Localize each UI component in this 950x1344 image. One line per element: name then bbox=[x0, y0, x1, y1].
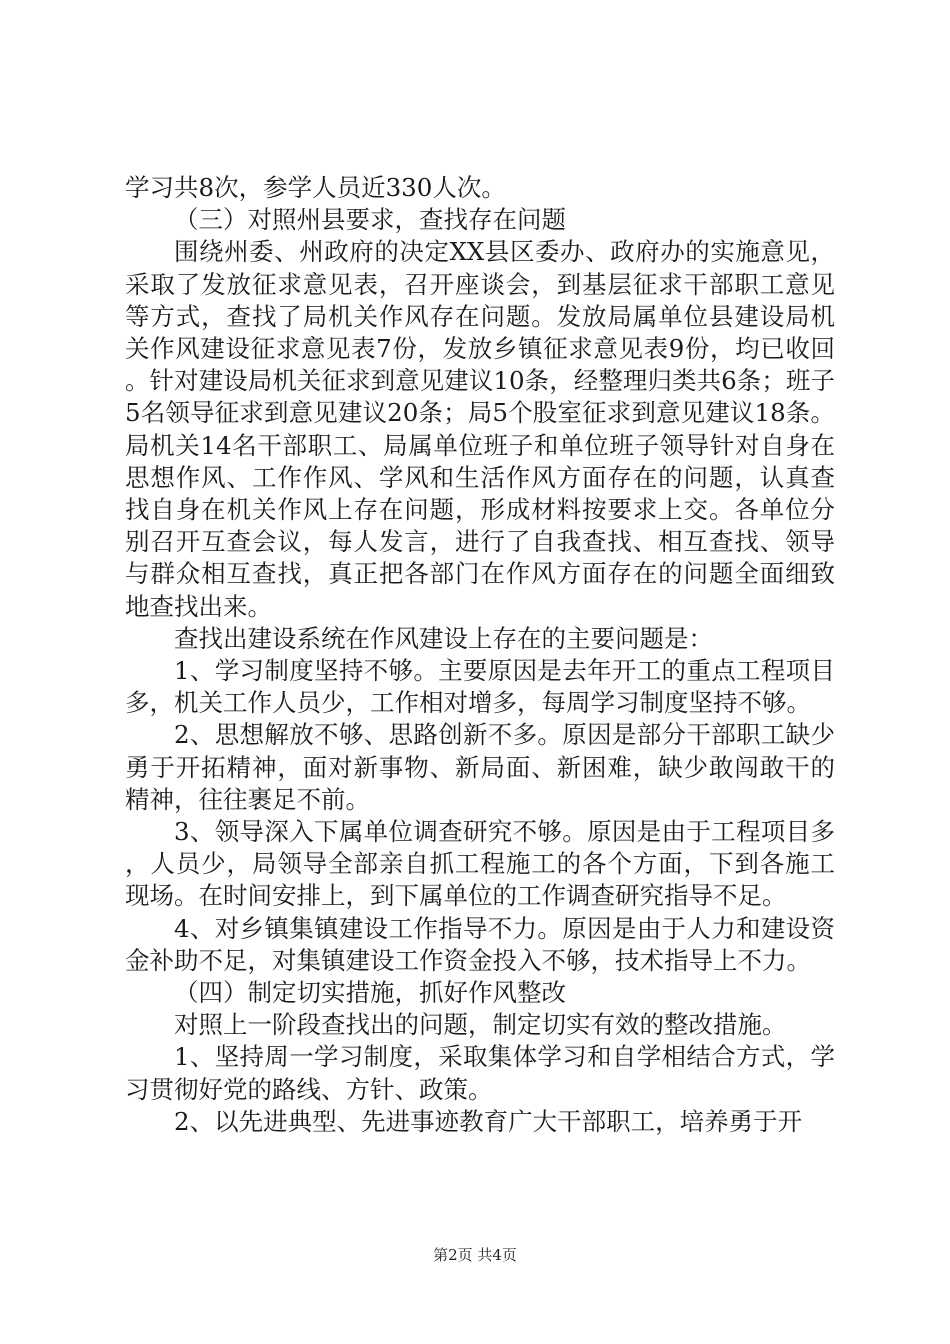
measure-item-1: 1、坚持周一学习制度，采取集体学习和自学相结合方式，学习贯彻好党的路线、方针、政策。 bbox=[125, 1042, 835, 1104]
problem-item-4: 4、对乡镇集镇建设工作指导不力。原因是由于人力和建设资金补助不足，对集镇建设工作资金投入不够，技术指导上不力。 bbox=[125, 913, 835, 975]
problem-item-2: 2、思想解放不够、思路创新不多。原因是部分干部职工缺少勇于开拓精神，面对新事物、新局面、新困难，缺少敢闯敢干的精神，往往裹足不前。 bbox=[125, 720, 835, 814]
section-heading-4: （四）制定切实措施，抓好作风整改 bbox=[174, 978, 566, 1008]
paragraph-measures-intro: 对照上一阶段查找出的问题，制定切实有效的整改措施。 bbox=[174, 1010, 787, 1040]
paragraph-findings: 围绕州委、州政府的决定XX县区委办、政府办的实施意见，采取了发放征求意见表，召开座谈会，到基层征求干部职工意见等方式，查找了局机关作风存在问题。发放局属单位县建设局机关作风建设征求意见表7份，发放乡镇征求意见表9份，均已收回。针对建设局机关征求到意见建议10条，经整理归类共6条；班子5名领导征求到意见建议20条；局5个股室征求到意见建议18条。局机关14名干部职工、局属单位班子和单位班子领导针对自身在思想作风、工作作风、学风和生活作风方面存在的问题，认真查找自身在机关作风上存在问题，形成材料按要求上交。各单位分别召开互查会议，每人发言，进行了自我查找、相互查找、领导与群众相互查找，真正把各部门在作风方面存在的问题全面细致地查找出来。 bbox=[125, 237, 835, 621]
measure-item-2: 2、以先进典型、先进事迹教育广大干部职工，培养勇于开 bbox=[174, 1106, 803, 1136]
document-body bbox=[125, 172, 835, 1138]
problem-item-3: 3、领导深入下属单位调查研究不够。原因是由于工程项目多，人员少，局领导全部亲自抓工程施工的各个方面，下到各施工现场。在时间安排上，到下属单位的工作调查研究指导不足。 bbox=[125, 817, 835, 911]
section-heading-3: （三）对照州县要求，查找存在问题 bbox=[174, 205, 566, 235]
page-number-footer: 第2页 共4页 bbox=[433, 1246, 517, 1264]
problem-item-1: 1、学习制度坚持不够。主要原因是去年开工的重点工程项目多，机关工作人员少，工作相对增多，每周学习制度坚持不够。 bbox=[125, 656, 835, 718]
paragraph-continuation: 学习共8次，参学人员近330人次。 bbox=[125, 173, 506, 202]
paragraph-main-problems-intro: 查找出建设系统在作风建设上存在的主要问题是： bbox=[174, 623, 713, 653]
